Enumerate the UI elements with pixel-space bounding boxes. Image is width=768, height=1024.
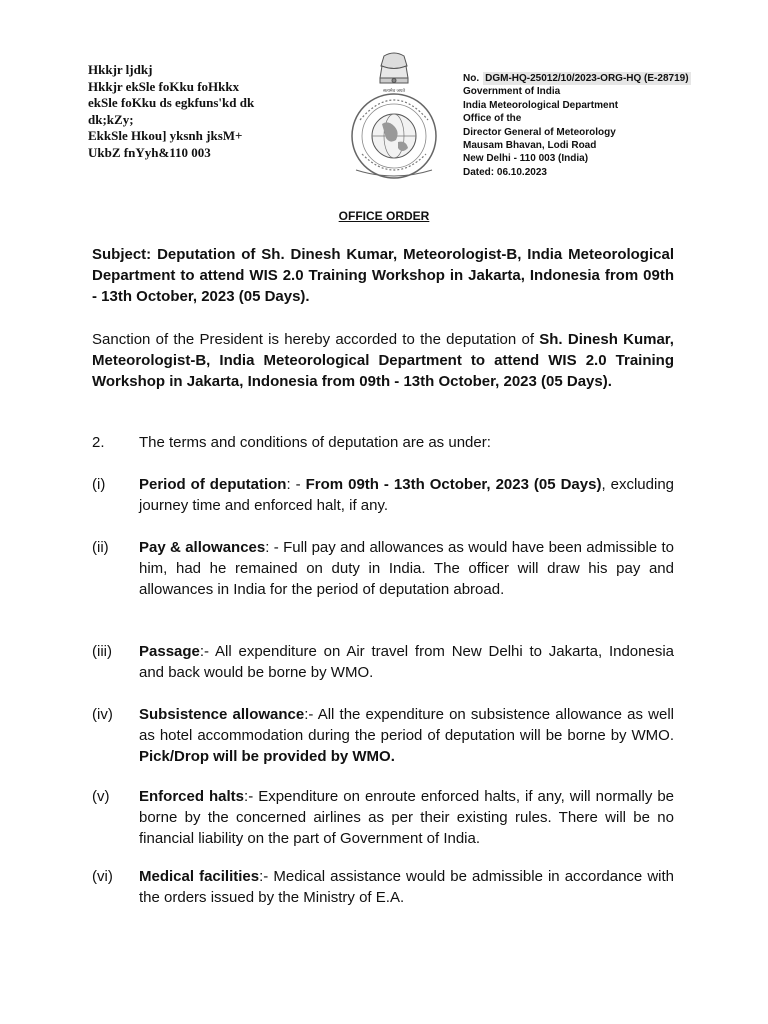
term-text: All expenditure on Air travel from New Delhi to Jakarta, Indonesia and back would be borne by WMO.	[139, 643, 674, 681]
file-number-value: DGM-HQ-25012/10/2023-ORG-HQ (E-28719)	[485, 73, 689, 84]
term-separator: :-	[244, 788, 259, 805]
term-heading: Period of deputation	[139, 476, 287, 493]
term-period	[92, 474, 674, 516]
term-separator: :-	[304, 706, 318, 723]
sanction-lead: Sanction of the President is hereby accorded to the deputation of	[92, 331, 540, 348]
term-enforced-halts	[92, 786, 674, 849]
letterhead-line: New Delhi - 110 003 (India)	[463, 153, 589, 165]
sanction-paragraph	[92, 329, 674, 392]
emblem-motto: सत्यमेव जयते	[382, 89, 406, 94]
term-text: Full pay and allowances as would have been admissible to him, had he remained on duty in India. The officer will draw his pay and allowances in India for the period of deputation abroad.	[139, 539, 674, 598]
term-heading: Enforced halts	[139, 788, 245, 805]
term-heading: Subsistence allowance	[139, 706, 305, 723]
hindi-line: Hkkjr ljdkj	[88, 62, 153, 77]
term-text: All the expenditure on subsistence allowance as well as hotel accommodation during the period of deputation will be borne by WMO.	[139, 706, 674, 744]
hindi-line: UkbZ fnYyh&110 003	[88, 144, 211, 160]
term-heading: Passage	[139, 643, 200, 660]
hindi-letterhead	[88, 62, 338, 161]
term-pay	[92, 537, 674, 600]
subject-text: Deputation of Sh. Dinesh Kumar, Meteorologist-B, India Meteorological Department to attend WIS 2.0 Training Workshop in Jakarta, Indonesia from 09th - 13th October, 2023 (05 Days).	[92, 246, 674, 305]
terms-intro-text: The terms and conditions of deputation are as under:	[139, 434, 491, 451]
date-line: Dated: 06.10.2023	[463, 166, 547, 178]
term-text: Medical assistance would be admissible in accordance with the orders issued by the Ministry of E.A.	[139, 868, 674, 906]
term-number: (v)	[92, 788, 110, 805]
hindi-line: ekSle foKku ds egkfuns'kd dk	[88, 95, 255, 110]
term-number: (vi)	[92, 868, 113, 885]
term-passage	[92, 641, 674, 683]
term-subsistence	[92, 704, 674, 767]
term-heading: Medical facilities	[139, 868, 260, 885]
document-title: OFFICE ORDER	[338, 209, 430, 223]
letterhead-line: Mausam Bhavan, Lodi Road	[463, 140, 597, 152]
subject-paragraph	[92, 244, 674, 307]
letterhead-line: Office of the	[463, 113, 522, 125]
term-number: (i)	[92, 476, 106, 493]
term-text: Expenditure on enroute enforced halts, if any, will normally be borne by the concerned airlines as per their existing rules. There will be no financial liability on the part of Government of India.	[139, 788, 675, 847]
term-text: , excluding journey time and enforced halt, if any.	[139, 476, 675, 514]
para-number: 2.	[92, 434, 105, 451]
term-medical	[92, 866, 674, 908]
letterhead-line: Government of India	[463, 86, 561, 98]
term-number: (ii)	[92, 539, 109, 556]
hindi-line: dk;kZy;	[88, 111, 134, 127]
term-tail-bold: Pick/Drop will be provided by WMO.	[139, 748, 395, 765]
file-number-label: No.	[463, 73, 480, 84]
term-number: (iv)	[92, 706, 113, 723]
term-heading: Pay & allowances	[139, 539, 266, 556]
letterhead-line: India Meteorological Department	[463, 99, 619, 111]
letterhead-line: Director General of Meteorology	[463, 126, 616, 138]
term-bold-text: From 09th - 13th October, 2023 (05 Days)	[305, 476, 602, 493]
term-number: (iii)	[92, 643, 112, 660]
file-number-row	[463, 72, 723, 85]
terms-intro	[92, 432, 674, 453]
term-separator: : -	[265, 539, 284, 556]
subject-label: Subject:	[92, 246, 152, 263]
imd-emblem-icon	[338, 50, 450, 182]
sanction-bold: Sh. Dinesh Kumar, Meteorologist-B, India Meteorological Department to attend WIS 2.0 Training Workshop in Jakarta, Indonesia from 09th - 13th October, 2023 (05 Days).	[92, 331, 674, 390]
term-separator: : -	[286, 476, 306, 493]
hindi-line: Hkkjr ekSle foKku foHkkx	[88, 78, 240, 94]
english-letterhead	[463, 72, 723, 179]
hindi-line: EkkSle Hkou] yksnh jksM+	[88, 128, 243, 143]
term-separator: :-	[199, 643, 216, 660]
term-separator: :-	[259, 868, 274, 885]
